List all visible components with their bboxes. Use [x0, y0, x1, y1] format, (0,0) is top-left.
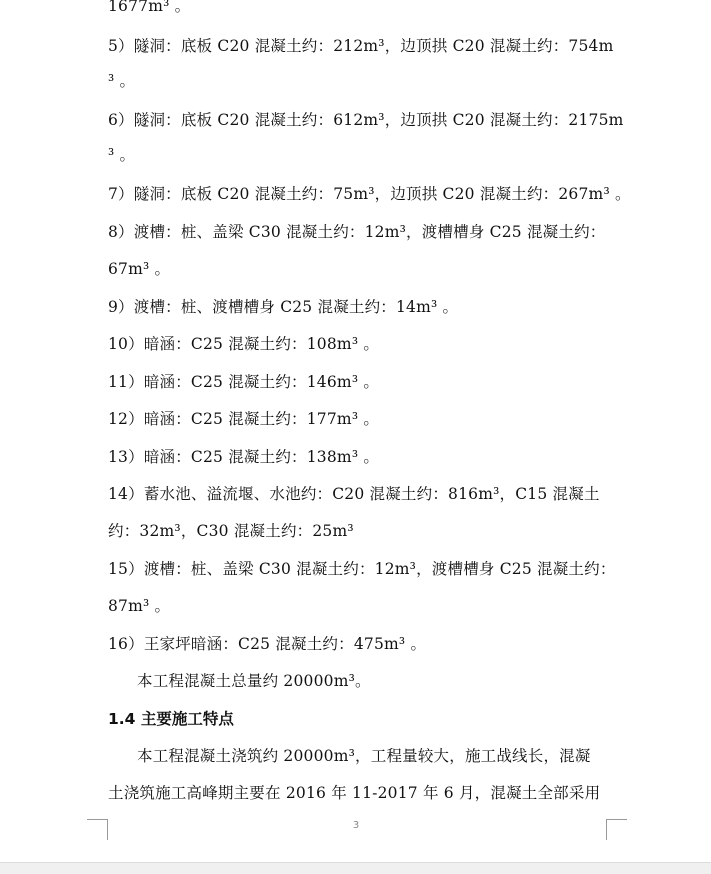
- crop-mark-left: [87, 819, 108, 840]
- text-line: 9）渡槽：桩、渡槽槽身 C25 混凝土约：14m³ 。: [108, 298, 459, 316]
- section-heading: 1.4 主要施工特点: [108, 710, 234, 728]
- text-line: 87m³ 。: [108, 597, 171, 615]
- text-line: 1677m³ 。: [108, 0, 191, 15]
- text-line: ³ 。: [108, 146, 136, 164]
- text-line: 约：32m³，C30 混凝土约：25m³: [108, 522, 354, 540]
- text-line: 11）暗涵：C25 混凝土约：146m³ 。: [108, 373, 380, 391]
- text-line: 10）暗涵：C25 混凝土约：108m³ 。: [108, 335, 380, 353]
- page-gap: [0, 862, 711, 874]
- paragraph-line: 土浇筑施工高峰期主要在 2016 年 11-2017 年 6 月，混凝土全部采用: [108, 784, 601, 802]
- text-line: 7）隧洞：底板 C20 混凝土约：75m³，边顶拱 C20 混凝土约：267m³ 。: [108, 185, 631, 203]
- text-line: 13）暗涵：C25 混凝土约：138m³ 。: [108, 448, 380, 466]
- text-line: 12）暗涵：C25 混凝土约：177m³ 。: [108, 410, 380, 428]
- text-line: 16）王家坪暗涵：C25 混凝土约：475m³ 。: [108, 635, 427, 653]
- text-line: 8）渡槽：桩、盖梁 C30 混凝土约：12m³，渡槽槽身 C25 混凝土约：: [108, 223, 606, 241]
- summary-line: 本工程混凝土总量约 20000m³。: [137, 672, 371, 690]
- page-number: 3: [352, 820, 360, 831]
- paragraph-line: 本工程混凝土浇筑约 20000m³，工程量较大，施工战线长，混凝: [137, 747, 591, 765]
- text-line: 5）隧洞：底板 C20 混凝土约：212m³，边顶拱 C20 混凝土约：754m: [108, 37, 614, 55]
- text-line: ³ 。: [108, 72, 136, 90]
- text-line: 14）蓄水池、溢流堰、水池约：C20 混凝土约：816m³，C15 混凝土: [108, 485, 600, 503]
- crop-mark-right: [606, 819, 627, 840]
- text-line: 6）隧洞：底板 C20 混凝土约：612m³，边顶拱 C20 混凝土约：2175m: [108, 111, 624, 129]
- text-line: 15）渡槽：桩、盖梁 C30 混凝土约：12m³，渡槽槽身 C25 混凝土约：: [108, 560, 616, 578]
- text-line: 67m³ 。: [108, 260, 171, 278]
